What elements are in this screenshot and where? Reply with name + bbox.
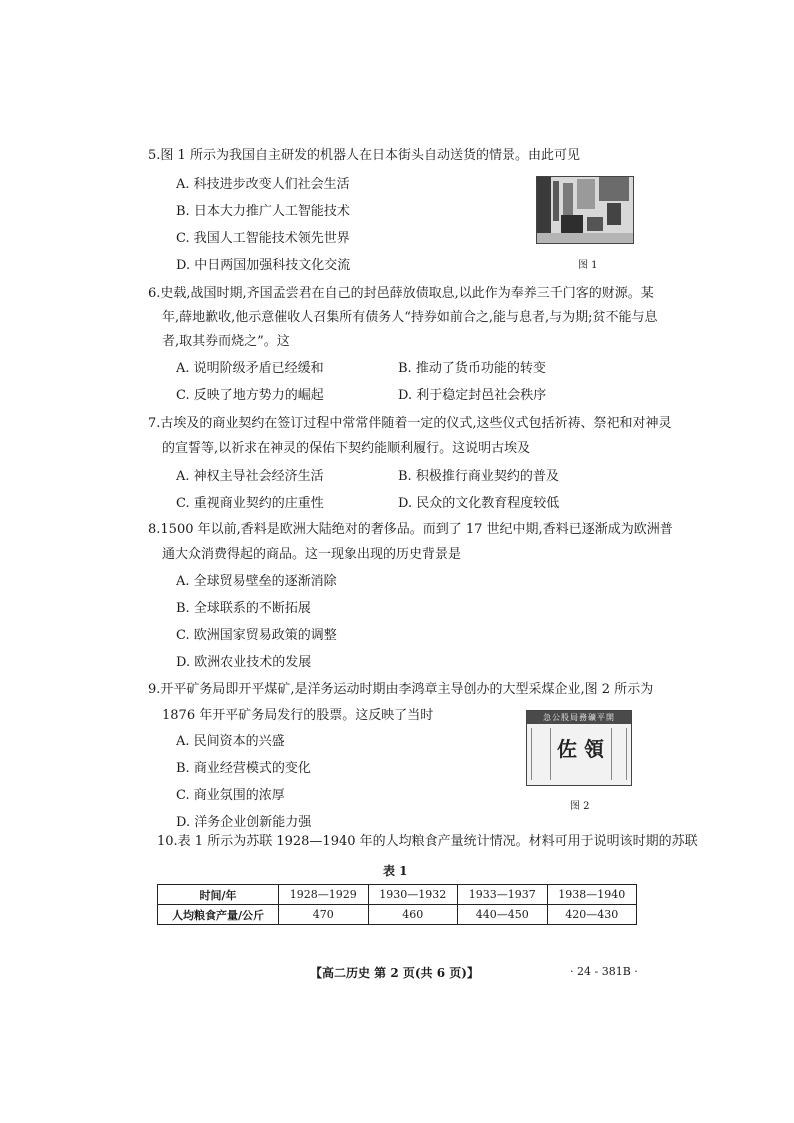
table-header-cell: 1928—1929	[279, 885, 369, 905]
footer-page-label: 【高二历史 第 2 页(共 6 页)】	[310, 966, 479, 980]
table-header-row	[158, 885, 637, 905]
table-1-title: 表 1	[383, 864, 408, 878]
q7-option-d: D. 民众的文化教育程度较低	[398, 496, 560, 511]
grain-output-table	[157, 884, 637, 925]
q6-option-d: D. 利于稳定封邑社会秩序	[398, 388, 547, 403]
q8-option-d: D. 欧洲农业技术的发展	[176, 655, 312, 670]
figure-2-caption: 图 2	[570, 801, 590, 812]
figure-2-stock-certificate	[526, 710, 632, 786]
table-header-cell: 1933—1937	[458, 885, 548, 905]
q8-option-a: A. 全球贸易壁垒的逐渐消除	[176, 574, 337, 589]
figure-1-robot-photo	[536, 176, 634, 244]
q8-stem-line-2: 通大众消费得起的商品。这一现象出现的历史背景是	[162, 547, 462, 562]
q6-stem-line-3: 者,取其券而烧之”。这	[162, 334, 290, 349]
table-row	[158, 905, 637, 925]
stock-header: 急公股局務礦平開	[527, 711, 631, 724]
table-cell: 460	[368, 905, 458, 925]
figure-1-caption: 图 1	[578, 260, 598, 271]
q9-option-b: B. 商业经营模式的变化	[176, 761, 311, 776]
q7-option-c: C. 重视商业契约的庄重性	[176, 496, 324, 511]
q6-option-a: A. 说明阶级矛盾已经缓和	[176, 361, 324, 376]
q7-option-a: A. 神权主导社会经济生活	[176, 469, 324, 484]
q8-option-c: C. 欧洲国家贸易政策的调整	[176, 628, 337, 643]
q9-stem-line-2: 1876 年开平矿务局发行的股票。这反映了当时	[162, 708, 434, 723]
q6-option-c: C. 反映了地方势力的崛起	[176, 388, 324, 403]
q10-stem: 10.表 1 所示为苏联 1928—1940 年的人均粮食产量统计情况。材料可用于说明该时期的苏联	[157, 834, 698, 849]
q5-option-a: A. 科技进步改变人们社会生活	[176, 177, 350, 192]
table-header-cell: 1930—1932	[368, 885, 458, 905]
table-cell: 470	[279, 905, 369, 925]
table-cell: 440—450	[458, 905, 548, 925]
q5-stem: 5.图 1 所示为我国自主研发的机器人在日本街头自动送货的情景。由此可见	[148, 148, 580, 163]
q7-option-b: B. 积极推行商业契约的普及	[398, 469, 559, 484]
q9-option-d: D. 洋务企业创新能力强	[176, 815, 312, 830]
q7-stem-line-1: 7.古埃及的商业契约在签订过程中常常伴随着一定的仪式,这些仪式包括祈祷、祭祀和对神灵	[148, 416, 672, 431]
q9-option-a: A. 民间资本的兴盛	[176, 734, 285, 749]
q9-stem-line-1: 9.开平矿务局即开平煤矿,是洋务运动时期由李鸿章主导创办的大型采煤企业,图 2 所示为	[148, 682, 654, 697]
stock-left-column	[531, 728, 551, 780]
q6-stem-line-1: 6.史载,战国时期,齐国孟尝君在自己的封邑薛放债取息,以此作为奉养三千门客的财源。某	[148, 286, 654, 301]
stock-right-column	[611, 728, 627, 780]
q6-stem-line-2: 年,薛地歉收,他示意催收人召集所有债务人“持券如前合之,能与息者,与为期;贫不能与息	[162, 310, 658, 325]
table-header-cell: 1938—1940	[547, 885, 637, 905]
robot-street-image	[537, 177, 633, 243]
table-cell: 人均粮食产量/公斤	[158, 905, 279, 925]
footer-code: · 24 - 381B ·	[570, 965, 638, 978]
stock-big-chars: 佐 領	[557, 737, 604, 761]
q7-stem-line-2: 的宣誓等,以祈求在神灵的保佑下契约能顺利履行。这说明古埃及	[162, 441, 531, 456]
q9-option-c: C. 商业氛围的浓厚	[176, 788, 285, 803]
q5-option-c: C. 我国人工智能技术领先世界	[176, 231, 350, 246]
q8-option-b: B. 全球联系的不断拓展	[176, 601, 311, 616]
q5-option-d: D. 中日两国加强科技文化交流	[176, 258, 351, 273]
table-cell: 420—430	[547, 905, 637, 925]
q6-option-b: B. 推动了货币功能的转变	[398, 361, 546, 376]
q8-stem-line-1: 8.1500 年以前,香料是欧洲大陆绝对的奢侈品。而到了 17 世纪中期,香料已逐渐成为欧洲普	[148, 522, 673, 537]
table-header-cell: 时间/年	[158, 885, 279, 905]
q5-option-b: B. 日本大力推广人工智能技术	[176, 204, 350, 219]
